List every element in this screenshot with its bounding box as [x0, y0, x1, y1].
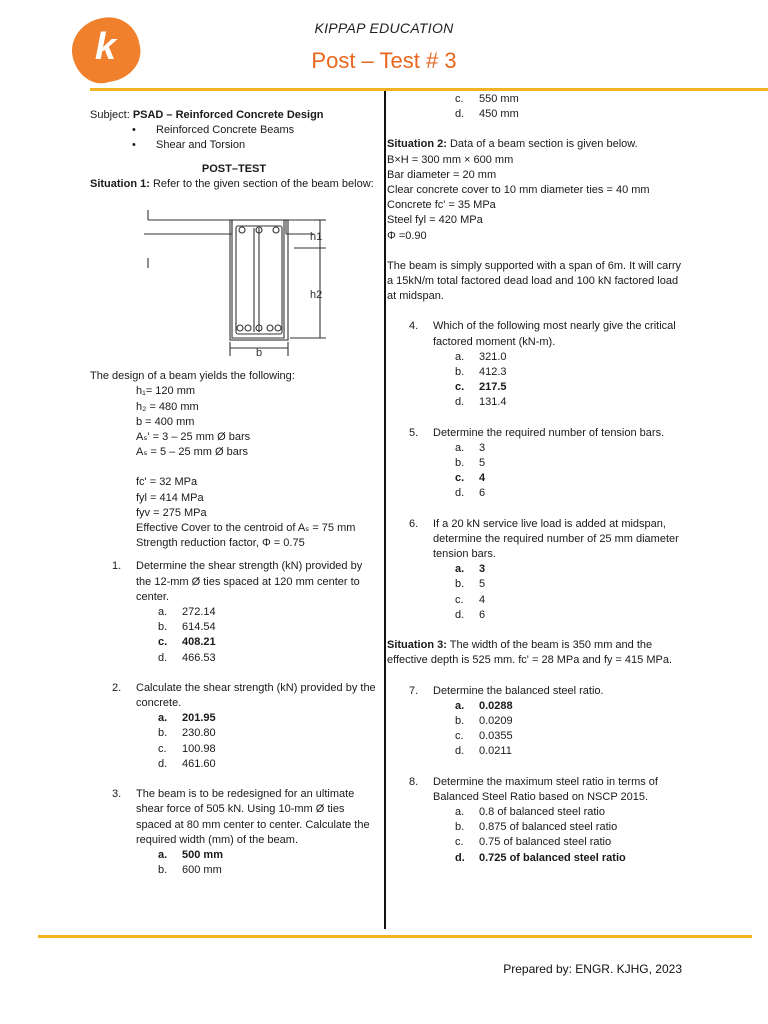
given-value: h₂ = 480 mm — [136, 400, 199, 413]
b-label: b — [256, 347, 263, 359]
given-value: Concrete fc' = 35 MPa — [387, 199, 496, 212]
question-text: Calculate the shear strength (kN) provided by the concrete. — [136, 681, 376, 710]
option[interactable]: d. 450 mm — [455, 108, 519, 121]
subject-name: PSAD – Reinforced Concrete Design — [132, 109, 324, 121]
given-value: fyv = 275 MPa — [136, 506, 207, 519]
question-3: 3. The beam is to be redesigned for an ultimate shear force of 505 kN. Using 10-mm Ø ties spaced at 80 mm center to center. Calculate the required width (mm) of the beam. a. 500 mm b. 600 mm — [90, 787, 378, 878]
option[interactable]: a. 3 — [455, 441, 486, 454]
option[interactable]: d. 0.0211 — [455, 745, 512, 758]
brand-name: KIPPAP EDUCATION — [314, 20, 454, 36]
column-divider — [384, 91, 386, 929]
design-intro: The design of a beam yields the following: — [90, 370, 295, 383]
given-value: b = 400 mm — [136, 415, 195, 428]
option[interactable]: b. 0.875 of balanced steel ratio — [455, 821, 618, 834]
option[interactable]: b. 600 mm — [158, 864, 222, 877]
topic-item: • Shear and Torsion — [90, 138, 378, 153]
option[interactable]: d. 6 — [455, 608, 486, 621]
situation-2-text: Situation 2: Data of a beam section is given below. — [387, 138, 638, 151]
given-value: Steel fyl = 420 MPa — [387, 214, 483, 227]
subject-line: Subject: PSAD – Reinforced Concrete Design — [90, 109, 324, 121]
given-value: fc' = 32 MPa — [136, 476, 198, 489]
question-1: 1. Determine the shear strength (kN) provided by the 12-mm Ø ties spaced at 120 mm center to center. a. 272.14 b. 614.54 c. 408.21 d. 466.53 — [90, 559, 378, 665]
given-value: Aₛ = 5 – 25 mm Ø bars — [136, 446, 249, 459]
question-text: Determine the shear strength (kN) provided by the 12-mm Ø ties spaced at 120 mm center to center. — [136, 560, 363, 603]
page-title: Post – Test # 3 — [311, 48, 457, 73]
right-column — [387, 92, 682, 866]
option-answer[interactable]: a. 201.95 — [158, 712, 216, 725]
option-answer[interactable]: a. 3 — [455, 563, 486, 576]
option-answer[interactable]: c. 4 — [455, 472, 486, 485]
option[interactable]: d. 131.4 — [455, 396, 507, 409]
question-4: 4. Which of the following most nearly give the critical factored moment (kN-m). a. 321.0 b. 412.3 c. 217.5 d. 131.4 — [387, 319, 682, 410]
option-answer[interactable]: d. 0.725 of balanced steel ratio — [455, 851, 626, 864]
option-answer[interactable]: a. 500 mm — [158, 848, 223, 861]
option[interactable]: b. 5 — [455, 578, 486, 591]
h2-label: h2 — [310, 289, 323, 302]
given-value: Strength reduction factor, Φ = 0.75 — [136, 537, 305, 550]
option[interactable]: c. 0.0355 — [455, 730, 513, 743]
question-text: Determine the required number of tension bars. — [433, 426, 665, 439]
option[interactable]: b. 0.0209 — [455, 714, 513, 727]
question-8: 8. Determine the maximum steel ratio in terms of Balanced Steel Ratio based on NSCP 2015. a. 0.8 of balanced steel ratio b. 0.875 of balanced steel ratio c. 0.75 of balanced steel ratio d. 0.725 of balanced steel ratio — [387, 775, 682, 866]
given-value: B×H = 300 mm × 600 mm — [387, 153, 514, 166]
given-value: Φ =0.90 — [387, 229, 427, 242]
topic-item: • Reinforced Concrete Beams — [90, 123, 378, 138]
given-value: Bar diameter = 20 mm — [387, 168, 497, 181]
option[interactable]: b. 5 — [455, 457, 486, 470]
beam-section-diagram — [134, 198, 334, 358]
option[interactable]: c. 100.98 — [158, 742, 216, 755]
given-value: h₁= 120 mm — [136, 385, 196, 398]
option[interactable]: a. 272.14 — [158, 606, 216, 619]
option[interactable]: d. 466.53 — [158, 651, 216, 664]
option[interactable]: d. 6 — [455, 487, 486, 500]
option[interactable]: b. 614.54 — [158, 621, 216, 634]
h1-label: h1 — [310, 231, 323, 244]
option[interactable]: c. 550 mm — [455, 93, 519, 105]
option-answer[interactable]: c. 408.21 — [158, 636, 216, 649]
question-2: 2. Calculate the shear strength (kN) provided by the concrete. a. 201.95 b. 230.80 c. 100.98 d. 461.60 — [90, 681, 378, 772]
option[interactable]: b. 412.3 — [455, 366, 507, 379]
option[interactable]: b. 230.80 — [158, 727, 216, 740]
given-value: fyl = 414 MPa — [136, 491, 204, 504]
prepared-by: Prepared by: ENGR. KJHG, 2023 — [503, 962, 682, 976]
logo-letter: k — [94, 26, 117, 69]
load-description: The beam is simply supported with a span of 6m. It will carry a 15kN/m total factored dead load and 100 kN factored load at midspan. — [387, 259, 682, 303]
question-text: Determine the maximum steel ratio in terms of Balanced Steel Ratio based on NSCP 2015. — [433, 775, 658, 803]
option[interactable]: a. 0.8 of balanced steel ratio — [455, 805, 605, 818]
question-text: The beam is to be redesigned for an ultimate shear force of 505 kN. Using 10-mm Ø ties spaced at 80 mm center to center. Calculate the required width (mm) of the beam. — [136, 788, 370, 846]
situation-1-text: Situation 1: Refer to the given section of the beam below: — [90, 177, 374, 190]
footer-rule — [38, 935, 752, 938]
situation-3-text: Situation 3: The width of the beam is 350 mm and the effective depth is 525 mm. fc' = 28 MPa and fy = 415 MPa. — [387, 639, 672, 667]
option[interactable]: a. 321.0 — [455, 350, 507, 363]
post-test-heading: POST–TEST — [201, 162, 267, 175]
question-6: 6. If a 20 kN service live load is added at midspan, determine the required number of 25 mm diameter tension bars. a. 3 b. 5 c. 4 d. 6 — [387, 517, 682, 623]
option[interactable]: d. 461.60 — [158, 757, 216, 770]
option-answer[interactable]: c. 217.5 — [455, 381, 507, 394]
option[interactable]: c. 4 — [455, 593, 486, 606]
given-value: Clear concrete cover to 10 mm diameter ties = 40 mm — [387, 184, 650, 197]
question-text: If a 20 kN service live load is added at midspan, determine the required number of 25 mm diameter tension bars. — [433, 517, 679, 561]
question-text: Which of the following most nearly give the critical factored moment (kN-m). — [433, 320, 676, 348]
left-column — [90, 108, 378, 878]
question-5: 5. Determine the required number of tension bars. a. 3 b. 5 c. 4 d. 6 — [387, 426, 682, 502]
question-text: Determine the balanced steel ratio. — [433, 684, 604, 697]
option[interactable]: c. 0.75 of balanced steel ratio — [455, 836, 612, 849]
question-7: 7. Determine the balanced steel ratio. a. 0.0288 b. 0.0209 c. 0.0355 d. 0.0211 — [387, 684, 682, 760]
given-value: Aₛ' = 3 – 25 mm Ø bars — [136, 431, 251, 444]
option-answer[interactable]: a. 0.0288 — [455, 699, 513, 712]
header-rule — [90, 88, 768, 91]
given-value: Effective Cover to the centroid of Aₛ = 75 mm — [136, 522, 356, 535]
